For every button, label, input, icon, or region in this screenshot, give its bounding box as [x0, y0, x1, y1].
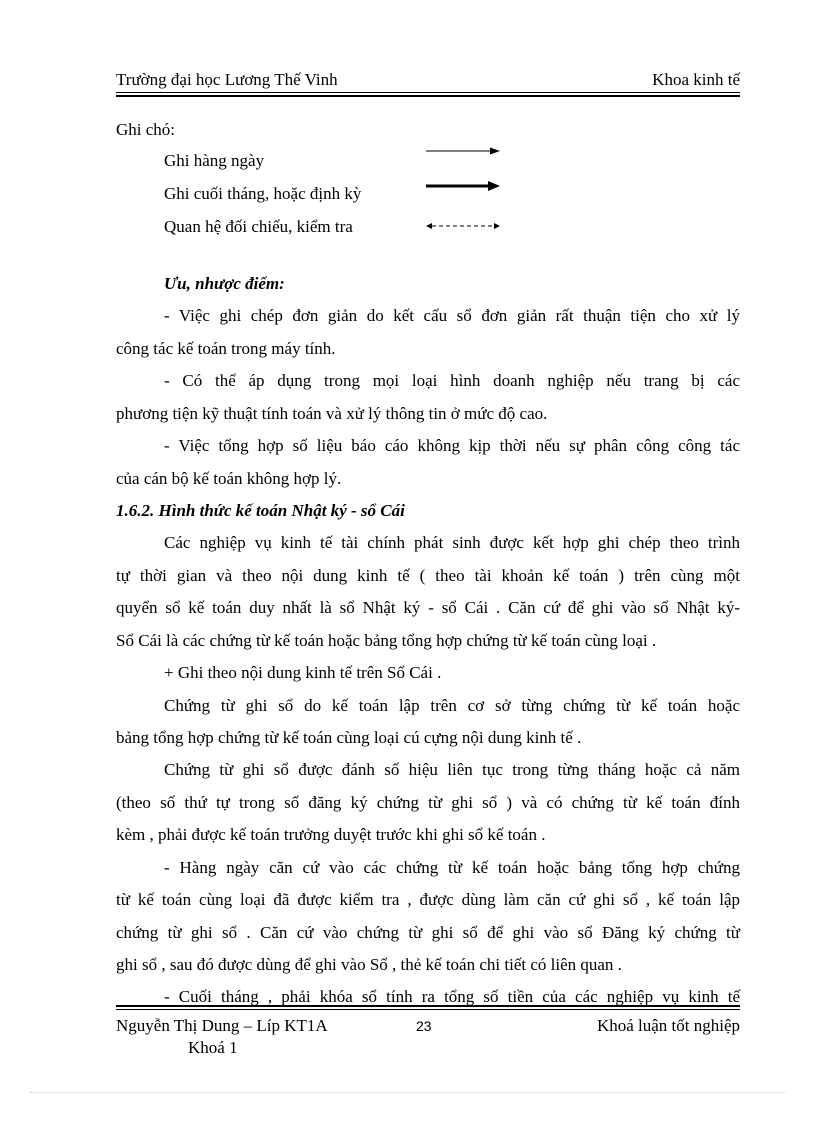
paragraph-line: quyển sổ kế toán duy nhất là sổ Nhật ký - sổ Cái . Căn cứ để ghi vào sổ Nhật ký-: [116, 598, 740, 617]
section-heading-journal-ledger: 1.6.2. Hình thức kế toán Nhật ký - sổ Cái: [116, 501, 405, 520]
paragraph-line: công tác kế toán trong máy tính.: [116, 339, 336, 358]
header-faculty: Khoa kinh tế: [652, 70, 740, 89]
paragraph-line: Chứng từ ghi sổ do kế toán lập trên cơ sở từng chứng từ kế toán hoặc: [164, 696, 740, 715]
header-school: Trường đại học Lương Thế Vinh: [116, 70, 338, 89]
thin-arrow-icon: [426, 145, 500, 157]
footer-author: Nguyễn Thị Dung – Líp KT1A: [116, 1016, 328, 1035]
paragraph-line: từ kế toán cùng loại đã được kiểm tra , được dùng làm căn cứ ghi sổ , kế toán lập: [116, 890, 740, 909]
paragraph-line: bảng tổng hợp chứng từ kế toán cùng loại cú cựng nội dung kinh tế .: [116, 728, 582, 747]
footer-rule-thin: [116, 1009, 740, 1010]
paragraph-line: - Có thể áp dụng trong mọi loại hình doanh nghiệp nếu trang bị các: [164, 371, 740, 390]
paragraph-line: phương tiện kỹ thuật tính toán và xử lý thông tin ở mức độ cao.: [116, 404, 548, 423]
paragraph-line: + Ghi theo nội dung kinh tế trên Sổ Cái .: [164, 663, 442, 682]
paragraph-line: chứng từ ghi sổ . Căn cứ vào chứng từ ghi sổ để ghi vào sổ Đăng ký chứng từ: [116, 923, 740, 942]
section-heading-pros-cons: Ưu, nhược điểm:: [164, 274, 285, 293]
dashed-double-arrow-icon: [426, 220, 500, 232]
footer-course: Khoá 1: [188, 1038, 238, 1057]
legend-item-periodic: [164, 184, 361, 204]
paragraph-line: - Việc tổng hợp số liệu báo cáo không kịp thời nếu sự phân công công tác: [164, 436, 740, 455]
footer-thesis-label: Khoá luận tốt nghiệp: [596, 1016, 740, 1035]
legend-item-reconcile: [164, 217, 353, 237]
page-number: 23: [416, 1018, 432, 1034]
legend-label: Quan hệ đối chiếu, kiểm tra: [164, 217, 353, 236]
legend-label: Ghi hàng ngày: [164, 151, 265, 170]
legend-item-daily: [164, 151, 264, 171]
page-edge-dotted-line: [30, 1092, 786, 1093]
paragraph-line: - Cuối tháng , phải khóa sổ tính ra tổng số tiền của các nghiệp vụ kinh tế: [164, 987, 740, 1006]
paragraph-line: của cán bộ kế toán không hợp lý.: [116, 469, 342, 488]
legend-label: Ghi cuối tháng, hoặc định kỳ: [164, 184, 362, 203]
header-rule-thick: [116, 95, 740, 97]
paragraph-line: ghi sổ , sau đó được dùng để ghi vào Sổ , thẻ kế toán chi tiết có liên quan .: [116, 955, 622, 974]
header-rule-thin: [116, 92, 740, 93]
paragraph-line: - Hàng ngày căn cứ vào các chứng từ kế toán hoặc bảng tổng hợp chứng: [164, 858, 740, 877]
paragraph-line: Sổ Cái là các chứng từ kế toán hoặc bảng tổng hợp chứng từ kế toán cùng loại .: [116, 631, 657, 650]
paragraph-line: - Việc ghi chép đơn giản do kết cấu sổ đơn giản rất thuận tiện cho xử lý: [164, 306, 740, 325]
paragraph-line: kèm , phải được kế toán trưởng duyệt trước khi ghi sổ kế toán .: [116, 825, 546, 844]
paragraph-line: Chứng từ ghi sổ được đánh số hiệu liên tục trong từng tháng hoặc cả năm: [164, 760, 740, 779]
paragraph-line: (theo số thứ tự trong sổ đăng ký chứng từ ghi sổ ) và có chứng từ kế toán đính: [116, 793, 740, 812]
footer-rule-thick: [116, 1005, 740, 1007]
paragraph-line: tự thời gian và theo nội dung kinh tế ( theo tài khoản kế toán ) trên cùng một: [116, 566, 740, 585]
legend-title: Ghi chó:: [116, 120, 176, 139]
thick-arrow-icon: [426, 180, 500, 192]
paragraph-line: Các nghiệp vụ kinh tế tài chính phát sinh được kết hợp ghi chép theo trình: [164, 533, 740, 552]
